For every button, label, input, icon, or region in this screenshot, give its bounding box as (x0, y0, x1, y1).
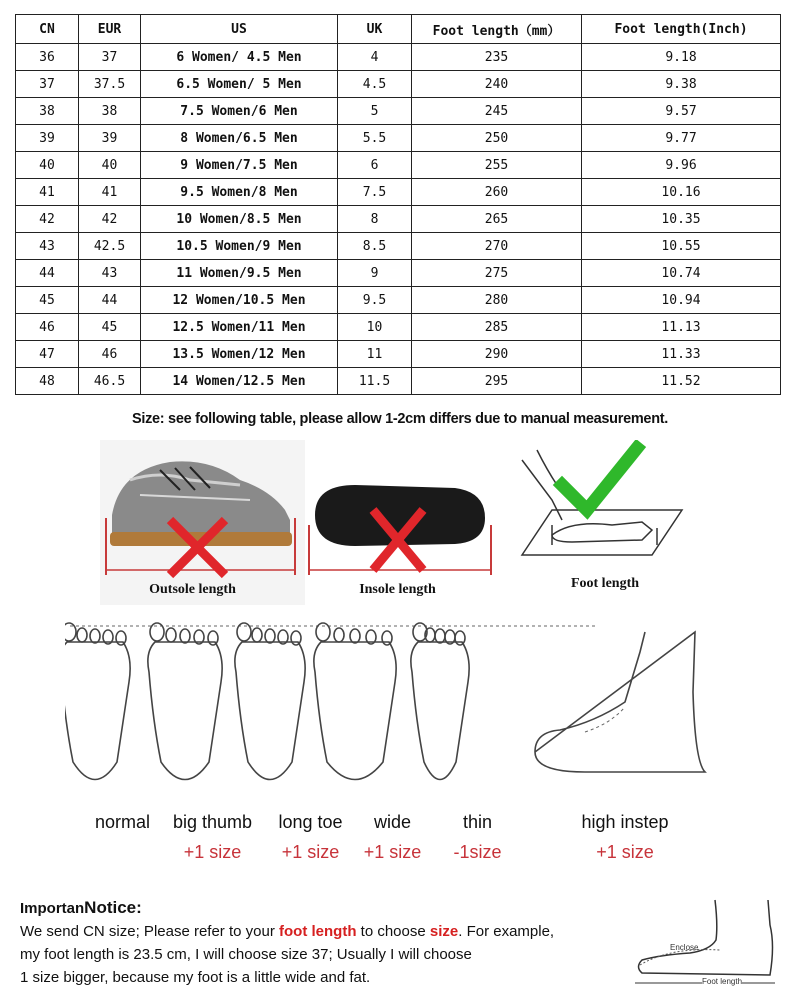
cell-uk: 8 (338, 206, 412, 233)
cell-foot-mm: 280 (412, 287, 582, 314)
notice-line-2: my foot length is 23.5 cm, I will choose size 37; Usually I will choose (20, 946, 472, 963)
toe-outline (180, 629, 190, 643)
size-adjustment-label: -1size (453, 842, 502, 862)
toe-outline (435, 629, 445, 643)
toe-outline (334, 628, 344, 642)
cell-eur: 40 (79, 152, 141, 179)
insole-label: Insole length (359, 582, 436, 597)
cell-foot-inch: 10.35 (582, 206, 781, 233)
cell-eur: 46.5 (79, 368, 141, 395)
cell-us: 13.5 Women/12 Men (141, 341, 338, 368)
toe-outline (455, 631, 465, 645)
size-caption: Size: see following table, please allow 1-2cm differs due to manual measurement. (131, 411, 669, 427)
foot-outline (148, 642, 222, 780)
cell-foot-mm: 275 (412, 260, 582, 287)
foot-type-label: normal (94, 812, 151, 832)
cell-eur: 44 (79, 287, 141, 314)
enclose-label: Enclose (670, 943, 699, 952)
foot-type-label: big thumb (172, 812, 253, 832)
table-row (16, 98, 781, 125)
foot-outline (411, 642, 469, 780)
cell-uk: 4 (338, 44, 412, 71)
foot-type-label: long toe (278, 812, 343, 832)
cell-foot-inch: 11.13 (582, 314, 781, 341)
cell-cn: 40 (16, 152, 79, 179)
cell-cn: 39 (16, 125, 79, 152)
cell-uk: 6 (338, 152, 412, 179)
table-row (16, 233, 781, 260)
cell-cn: 37 (16, 71, 79, 98)
size-adjustment-label: +1 size (183, 842, 242, 862)
cell-eur: 37.5 (79, 71, 141, 98)
cell-foot-mm: 240 (412, 71, 582, 98)
toe-outline (116, 631, 126, 645)
notice-block (20, 896, 620, 989)
cell-uk: 5.5 (338, 125, 412, 152)
toe-outline (166, 628, 176, 642)
cell-uk: 8.5 (338, 233, 412, 260)
cell-uk: 11 (338, 341, 412, 368)
foot-length-label: Foot length (570, 576, 640, 591)
foot-length-image (512, 440, 692, 580)
cell-uk: 4.5 (338, 71, 412, 98)
cell-eur: 39 (79, 125, 141, 152)
cell-foot-mm: 290 (412, 341, 582, 368)
toe-outline (265, 629, 275, 643)
cell-foot-inch: 9.96 (582, 152, 781, 179)
cell-cn: 36 (16, 44, 79, 71)
toe-outline (382, 631, 392, 645)
table-row (16, 287, 781, 314)
cell-eur: 38 (79, 98, 141, 125)
cell-us: 9 Women/7.5 Men (141, 152, 338, 179)
table-row (16, 152, 781, 179)
cell-us: 6.5 Women/ 5 Men (141, 71, 338, 98)
foot-outline (235, 642, 305, 780)
toe-outline (252, 628, 262, 642)
cell-cn: 44 (16, 260, 79, 287)
size-adjustment-label: +1 size (363, 842, 422, 862)
foot-type-label: high instep (581, 812, 669, 832)
table-row (16, 368, 781, 395)
cell-cn: 47 (16, 341, 79, 368)
cell-us: 8 Women/6.5 Men (141, 125, 338, 152)
cell-cn: 38 (16, 98, 79, 125)
cell-us: 12 Women/10.5 Men (141, 287, 338, 314)
table-row (16, 341, 781, 368)
toe-outline (208, 631, 218, 645)
notice-line-1: We send CN size; Please refer to your foot length to choose size. For example, (20, 923, 555, 940)
table-row (16, 206, 781, 233)
cell-us: 9.5 Women/8 Men (141, 179, 338, 206)
cell-us: 6 Women/ 4.5 Men (141, 44, 338, 71)
cell-foot-mm: 270 (412, 233, 582, 260)
cell-foot-mm: 245 (412, 98, 582, 125)
cell-eur: 46 (79, 341, 141, 368)
table-row (16, 314, 781, 341)
cell-eur: 37 (79, 44, 141, 71)
cell-uk: 9.5 (338, 287, 412, 314)
cell-foot-inch: 9.38 (582, 71, 781, 98)
cell-us: 14 Women/12.5 Men (141, 368, 338, 395)
cell-us: 10.5 Women/9 Men (141, 233, 338, 260)
cell-cn: 43 (16, 233, 79, 260)
cell-foot-mm: 295 (412, 368, 582, 395)
cell-us: 10 Women/8.5 Men (141, 206, 338, 233)
cell-foot-inch: 9.77 (582, 125, 781, 152)
size-adjustment-label: +1 size (281, 842, 340, 862)
diagram-foot-length-label: Foot length (702, 977, 743, 986)
header-foot-inch: Foot length(Inch) (582, 15, 781, 44)
cell-foot-inch: 11.33 (582, 341, 781, 368)
notice-title: ImportanNotice: (20, 898, 142, 917)
cell-uk: 5 (338, 98, 412, 125)
foot-type-label: thin (462, 812, 493, 832)
cell-foot-mm: 250 (412, 125, 582, 152)
cell-uk: 7.5 (338, 179, 412, 206)
size-adjustment-label: +1 size (596, 842, 654, 862)
cell-cn: 41 (16, 179, 79, 206)
cell-foot-inch: 10.74 (582, 260, 781, 287)
cell-foot-mm: 285 (412, 314, 582, 341)
toe-outline (90, 629, 100, 643)
cell-foot-inch: 9.18 (582, 44, 781, 71)
table-row (16, 260, 781, 287)
cell-us: 11 Women/9.5 Men (141, 260, 338, 287)
check-icon (562, 448, 637, 510)
header-us: US (141, 15, 338, 44)
notice-line-3: 1 size bigger, because my foot is a little wide and fat. (20, 969, 371, 986)
cell-foot-mm: 235 (412, 44, 582, 71)
cell-foot-inch: 10.55 (582, 233, 781, 260)
cell-eur: 45 (79, 314, 141, 341)
cell-eur: 41 (79, 179, 141, 206)
cell-foot-inch: 10.16 (582, 179, 781, 206)
outsole-label: Outsole length (149, 582, 236, 597)
foot-outline (65, 642, 130, 780)
toe-outline (77, 628, 87, 642)
header-eur: EUR (79, 15, 141, 44)
toe-outline (350, 629, 360, 643)
header-foot-mm: Foot length（mm） (412, 15, 582, 44)
foot-shapes-diagram (65, 612, 725, 812)
table-row (16, 71, 781, 98)
foot-outline (314, 642, 396, 780)
outsole-image (100, 440, 305, 605)
table-header-row (16, 15, 781, 44)
cell-foot-inch: 10.94 (582, 287, 781, 314)
cell-uk: 10 (338, 314, 412, 341)
cell-cn: 45 (16, 287, 79, 314)
cell-cn: 48 (16, 368, 79, 395)
size-chart-table (15, 14, 781, 395)
foot-type-label: wide (373, 812, 412, 832)
table-row (16, 44, 781, 71)
cell-foot-mm: 260 (412, 179, 582, 206)
cell-foot-inch: 11.52 (582, 368, 781, 395)
cell-foot-mm: 255 (412, 152, 582, 179)
cell-cn: 42 (16, 206, 79, 233)
cell-uk: 9 (338, 260, 412, 287)
cell-eur: 42 (79, 206, 141, 233)
table-row (16, 125, 781, 152)
cell-eur: 42.5 (79, 233, 141, 260)
header-uk: UK (338, 15, 412, 44)
enclose-diagram (630, 895, 780, 990)
toe-outline (291, 631, 301, 645)
cell-uk: 11.5 (338, 368, 412, 395)
cell-cn: 46 (16, 314, 79, 341)
cell-foot-mm: 265 (412, 206, 582, 233)
table-row (16, 179, 781, 206)
cell-foot-inch: 9.57 (582, 98, 781, 125)
cell-us: 12.5 Women/11 Men (141, 314, 338, 341)
cell-us: 7.5 Women/6 Men (141, 98, 338, 125)
insole-image (305, 470, 495, 590)
cell-eur: 43 (79, 260, 141, 287)
header-cn: CN (16, 15, 79, 44)
